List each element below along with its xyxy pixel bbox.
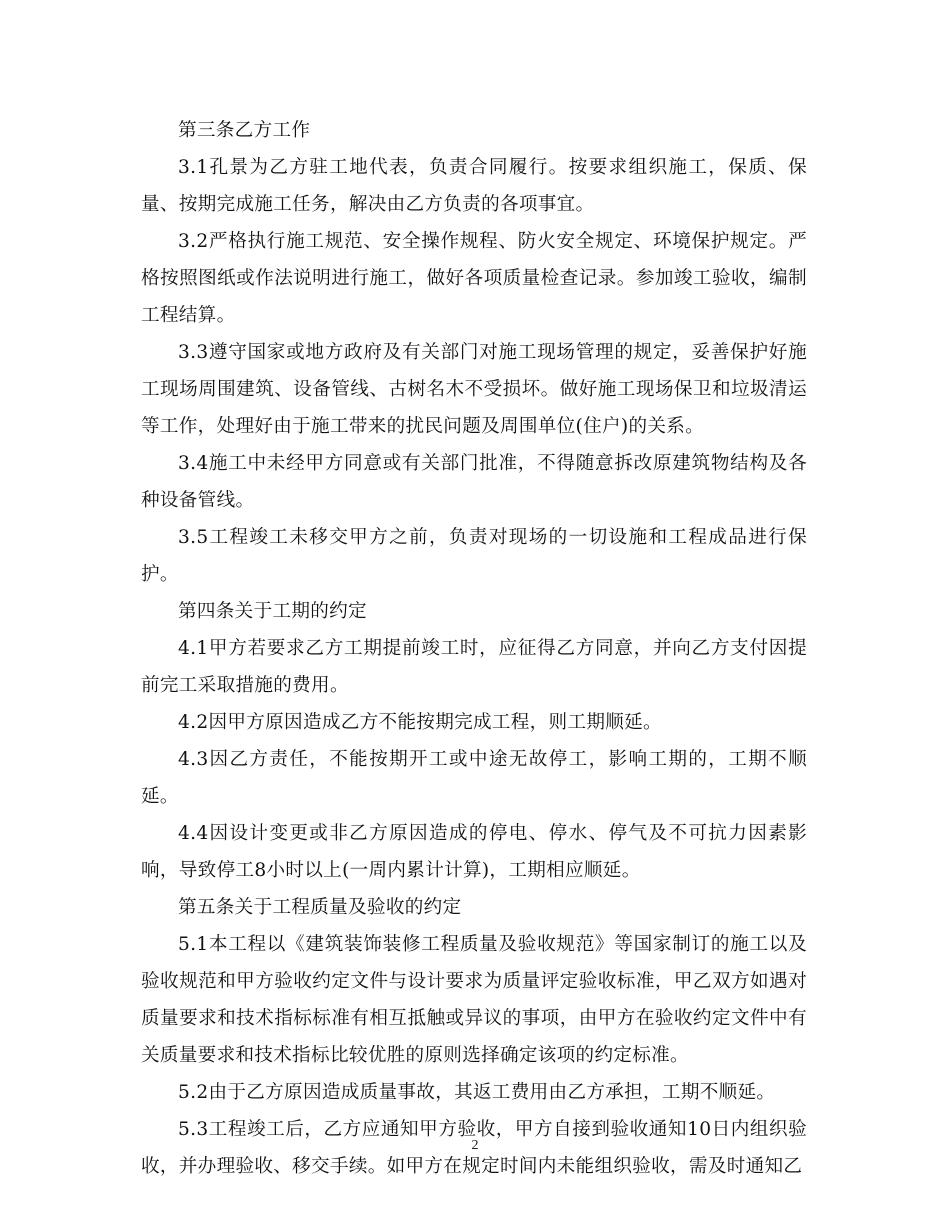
clause-3-2: 3.2严格执行施工规范、安全操作规程、防火安全规定、环境保护规定。严格按照图纸或作法说明进行施工，做好各项质量检查记录。参加竣工验收，编制工程结算。: [141, 231, 807, 326]
clause-4-4: 4.4因设计变更或非乙方原因造成的停电、停水、停气及不可抗力因素影响，导致停工8小时以上(一周内累计计算)，工期相应顺延。: [141, 823, 807, 881]
clause-3-1: 3.1孔景为乙方驻工地代表，负责合同履行。按要求组织施工，保质、保量、按期完成施工任务，解决由乙方负责的各项事宜。: [141, 157, 807, 215]
clause-5-1: 5.1本工程以《建筑装饰装修工程质量及验收规范》等国家制订的施工以及验收规范和甲方验收约定文件与设计要求为质量评定验收标准，甲乙双方如遇对质量要求和技术指标标准有相互抵触或异议的事项，由甲方在验收约定文件中有关质量要求和技术指标比较优胜的原则选择确定该项的约定标准。: [141, 934, 807, 1066]
document-body: [141, 112, 807, 1185]
clause-5-3: 5.3工程竣工后，乙方应通知甲方验收，甲方自接到验收通知10日内组织验收，并办理验收、移交手续。如甲方在规定时间内未能组织验收，需及时通知乙: [141, 1119, 807, 1177]
clause-5-2: 5.2由于乙方原因造成质量事故，其返工费用由乙方承担，工期不顺延。: [178, 1082, 776, 1103]
article-3-heading: 第三条乙方工作: [178, 120, 311, 141]
clause-4-1: 4.1甲方若要求乙方工期提前竣工时，应征得乙方同意，并向乙方支付因提前完工采取措施的费用。: [141, 638, 807, 696]
article-4-heading: 第四条关于工期的约定: [178, 601, 367, 622]
clause-3-4: 3.4施工中未经甲方同意或有关部门批准，不得随意拆改原建筑物结构及各种设备管线。: [141, 453, 807, 511]
clause-4-3: 4.3因乙方责任，不能按期开工或中途无故停工，影响工期的，工期不顺延。: [141, 749, 807, 807]
clause-3-3: 3.3遵守国家或地方政府及有关部门对施工现场管理的规定，妥善保护好施工现场周围建筑、设备管线、古树名木不受损坏。做好施工现场保卫和垃圾清运等工作，处理好由于施工带来的扰民问题及周围单位(住户)的关系。: [141, 342, 807, 437]
page-number: 2: [471, 1138, 479, 1153]
clause-3-5: 3.5工程竣工未移交甲方之前，负责对现场的一切设施和工程成品进行保护。: [141, 527, 807, 585]
article-5-heading: 第五条关于工程质量及验收的约定: [178, 897, 462, 918]
clause-4-2: 4.2因甲方原因造成乙方不能按期完成工程，则工期顺延。: [178, 712, 662, 733]
